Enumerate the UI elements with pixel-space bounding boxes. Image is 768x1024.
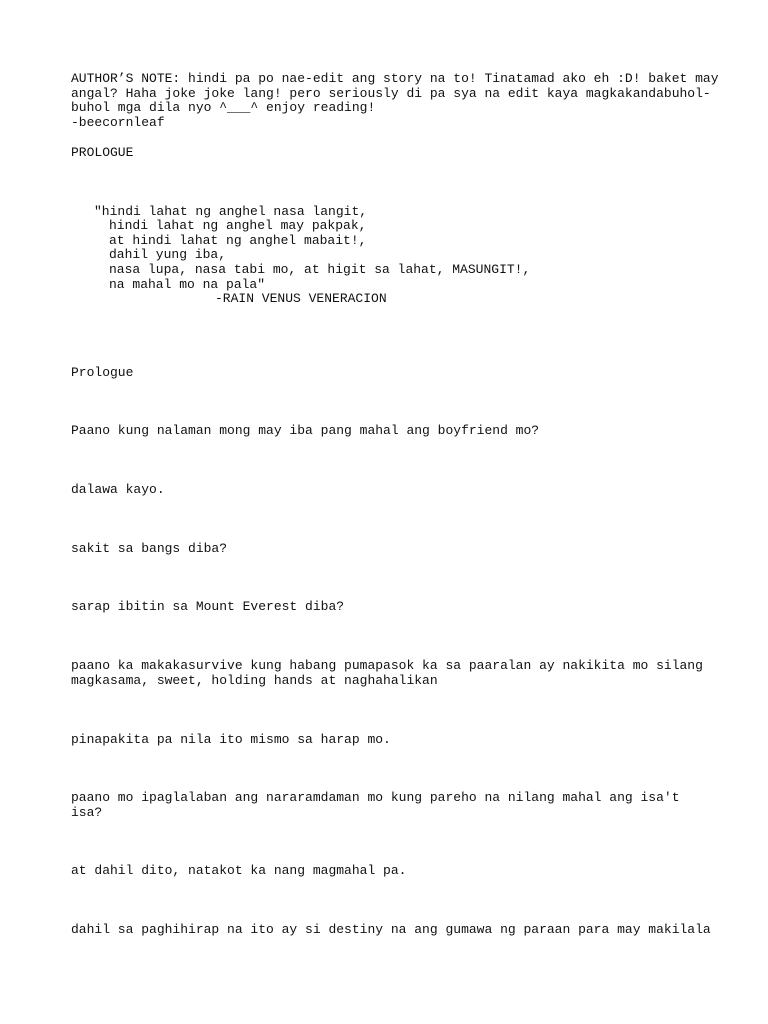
paragraph: dalawa kayo.: [71, 482, 165, 497]
paragraph-line: magkasama, sweet, holding hands at naghahalikan: [71, 673, 438, 688]
paragraph: sakit sa bangs diba?: [71, 541, 228, 556]
paragraph: at dahil dito, natakot ka nang magmahal pa.: [71, 863, 407, 878]
paragraph: sarap ibitin sa Mount Everest diba?: [71, 599, 345, 614]
paragraph-line: isa?: [71, 805, 103, 820]
author-signature: -beecornleaf: [71, 115, 165, 130]
quote-line-1: "hindi lahat ng anghel nasa langit,: [94, 204, 368, 219]
quote-line-5: nasa lupa, nasa tabi mo, at higit sa lahat, MASUNGIT!,: [109, 262, 531, 277]
quote-line-3: at hindi lahat ng anghel mabait!,: [109, 233, 367, 248]
quote-attribution: -RAIN VENUS VENERACION: [215, 291, 387, 306]
quote-line-4: dahil yung iba,: [109, 247, 227, 262]
author-note-line-3: buhol mga dila nyo ^___^ enjoy reading!: [71, 100, 376, 115]
paragraph: pinapakita pa nila ito mismo sa harap mo.: [71, 732, 391, 747]
paragraph: Paano kung nalaman mong may iba pang mahal ang boyfriend mo?: [71, 423, 540, 438]
quote-line-6: na mahal mo na pala": [109, 277, 266, 292]
author-note-line-1: AUTHOR’S NOTE: hindi pa po nae-edit ang story na to! Tinatamad ako eh :D! baket may: [71, 71, 719, 86]
paragraph: dahil sa paghihirap na ito ay si destiny na ang gumawa ng paraan para may makilala: [71, 922, 711, 937]
paragraph-line: paano ka makakasurvive kung habang pumapasok ka sa paaralan ay nakikita mo silang: [71, 658, 703, 673]
prologue-heading: PROLOGUE: [71, 145, 134, 160]
paragraph-line: paano mo ipaglalaban ang nararamdaman mo kung pareho na nilang mahal ang isa't: [71, 790, 680, 805]
prologue-subheading: Prologue: [71, 365, 134, 380]
author-note-line-2: angal? Haha joke joke lang! pero seriously di pa sya na edit kaya magkakandabuhol-: [71, 86, 711, 101]
quote-line-2: hindi lahat ng anghel may pakpak,: [109, 218, 367, 233]
